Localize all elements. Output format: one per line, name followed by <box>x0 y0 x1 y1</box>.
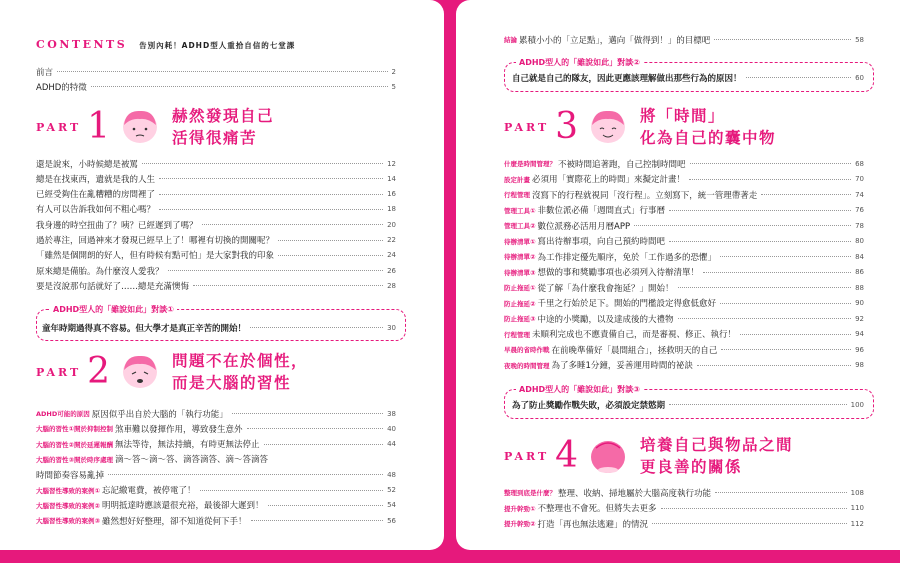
leader-dots <box>634 225 851 226</box>
toc-row[interactable] <box>504 235 864 248</box>
toc-page: 98 <box>855 361 864 369</box>
toc-row[interactable] <box>504 33 864 46</box>
toc-label: 數位派務必活用月曆APP <box>537 221 631 232</box>
toc-page: 108 <box>850 488 864 497</box>
toc-label: 明明抵達時應該還很充裕，最後卻大遲到！ <box>102 501 264 512</box>
toc-prefix: 提升幹勁② <box>504 520 536 528</box>
leader-dots <box>715 492 847 493</box>
toc-page: 40 <box>387 424 396 433</box>
toc-prefix: 大腦的習性③開於時序處理 <box>36 455 114 464</box>
leader-dots <box>159 178 383 179</box>
toc-label: 雖然想好好整理，卻不知道從何下手！ <box>102 516 247 527</box>
contents-title: CONTENTS <box>36 38 128 51</box>
toc-label: 已經受夠住在亂糟糟的房間裡了 <box>36 190 156 201</box>
toc-prefix: 待辦清單③ <box>504 268 536 277</box>
toc-row[interactable] <box>36 203 396 216</box>
toc-label: 寫出待辦事項，向自己預約時間吧 <box>537 237 666 247</box>
toc-label: 在前晚準備好「晨間組合」，拯救明天的自己 <box>551 345 718 356</box>
toc-page: 58 <box>855 35 864 44</box>
toc-label: 必須用「實際花上的時間」來擬定計畫！ <box>532 175 686 185</box>
part2-heading <box>36 350 308 394</box>
toc-prefix: 行程管理 <box>504 330 530 339</box>
toc-label: 時間節奏容易亂掉 <box>36 470 105 481</box>
toc-page: 12 <box>387 159 396 168</box>
toc-page: 88 <box>855 283 864 292</box>
toc-row[interactable] <box>504 502 864 515</box>
toc-label: 總是在找東西，遺就是我的人生 <box>36 174 156 185</box>
part-title-line: 活得很痛苦 <box>172 129 258 147</box>
toc-row[interactable] <box>36 234 396 247</box>
toc-label: 千里之行始於足下。開始的門檻設定得愈低愈好 <box>537 299 717 309</box>
leader-dots <box>91 86 388 87</box>
toc-row[interactable] <box>36 453 396 466</box>
toc-label: 過於專注，回過神來才發現已經早上了！哪裡有切換的開關呢？ <box>36 236 275 246</box>
leader-dots <box>202 224 384 225</box>
toc-prefix: 大腦習性導致的案例① <box>36 486 101 495</box>
toc-row[interactable] <box>36 279 396 292</box>
toc-row[interactable] <box>36 188 396 201</box>
toc-label: 從了解「為什麼我會拖延？」開始！ <box>537 283 674 294</box>
toc-prefix: 防止拖延② <box>504 299 536 308</box>
leader-dots <box>720 303 851 304</box>
leader-dots <box>168 270 384 271</box>
leader-dots <box>57 71 388 72</box>
toc-page: 54 <box>387 501 396 510</box>
leader-dots <box>740 334 851 335</box>
toc-row[interactable] <box>36 499 396 512</box>
leader-dots <box>247 428 384 429</box>
toc-row[interactable] <box>36 157 396 170</box>
part-title-line: 將「時間」 <box>640 107 726 125</box>
leader-dots <box>278 240 383 241</box>
part-title <box>172 105 274 149</box>
toc-prefix: 大腦的習性①開於抑制控制 <box>36 425 114 434</box>
part-number: 4 <box>555 435 579 476</box>
part-title-line: 培養自己與物品之間 <box>640 436 794 454</box>
toc-row[interactable] <box>504 359 864 372</box>
toc-page: 78 <box>855 221 864 230</box>
toc-page: 84 <box>855 252 864 261</box>
toc-page: 20 <box>387 220 396 229</box>
part-word: PART <box>36 365 82 379</box>
toc-row[interactable] <box>504 517 864 530</box>
toc-row[interactable] <box>504 250 864 263</box>
part-title-line: 赫然發現自己 <box>172 107 275 125</box>
toc-page: 24 <box>387 251 396 260</box>
toc-row[interactable] <box>504 188 864 201</box>
toc-label: 為了多睡1分鐘，妥善運用時間的祕訣 <box>551 361 693 371</box>
leader-dots <box>264 444 384 445</box>
toc-page: 112 <box>850 519 864 528</box>
toc-page: 80 <box>855 237 864 245</box>
dialog-box-heading: ADHD型人的「雖說如此」對談② <box>516 57 643 68</box>
leader-dots <box>193 285 383 286</box>
leader-dots <box>689 179 851 180</box>
leader-dots <box>678 287 852 288</box>
toc-page: 38 <box>387 409 396 418</box>
toc-page: 92 <box>855 314 864 323</box>
toc-row[interactable] <box>504 297 864 310</box>
part-number: 1 <box>87 106 111 147</box>
toc-page: 96 <box>855 345 864 354</box>
toc-label: 不整理也不會死。但將失去更多 <box>537 504 657 514</box>
leader-dots <box>159 194 383 195</box>
toc-page: 70 <box>855 175 864 183</box>
toc-prefix: 待辦清單① <box>504 237 536 246</box>
toc-prefix: 防止拖延① <box>504 284 536 292</box>
dialog-box-heading: ADHD型人的「雖說如此」對談③ <box>516 384 643 395</box>
toc-prefix: 什麼是時間管理？ <box>504 160 556 168</box>
toc-label: 整理、收納、掃地屬於大腦高度執行功能 <box>558 488 712 499</box>
leader-dots <box>761 194 851 195</box>
girl-head-back-icon <box>586 436 630 476</box>
toc-prefix: 大腦習性導致的案例③ <box>36 517 101 526</box>
leader-dots <box>697 365 851 366</box>
toc-row[interactable] <box>36 514 396 527</box>
toc-row[interactable] <box>36 172 396 185</box>
toc-row[interactable] <box>512 71 864 84</box>
leader-dots <box>678 318 852 319</box>
toc-page: 74 <box>855 190 864 199</box>
toc-prefix: 夜晚的時間管理 <box>504 361 550 370</box>
toc-row[interactable] <box>36 264 396 277</box>
toc-page: 22 <box>387 236 396 244</box>
part4-heading <box>504 434 793 478</box>
toc-row[interactable] <box>504 486 864 499</box>
part-title <box>172 350 308 394</box>
toc-row[interactable] <box>36 422 396 435</box>
part-title-line: 而是大腦的習性 <box>172 374 292 392</box>
toc-label: 還是說來，小時候總是被罵 <box>36 159 139 170</box>
toc-row[interactable] <box>504 173 864 186</box>
toc-prefix: 行程管理 <box>504 191 530 199</box>
toc-label: 累積小小的「立足點」，邁向「做得到！」的目標吧 <box>519 35 711 46</box>
toc-row[interactable] <box>36 65 396 78</box>
toc-page: 52 <box>387 486 396 494</box>
toc-page: 68 <box>855 159 864 168</box>
gutter <box>444 0 456 563</box>
toc-row[interactable] <box>36 80 396 93</box>
part-word: PART <box>504 449 550 463</box>
toc-page: 18 <box>387 205 396 214</box>
toc-page: 14 <box>387 174 396 183</box>
part-number: 3 <box>555 106 579 147</box>
toc-label: 無法等待，無法持續，有時更無法停止 <box>115 440 260 451</box>
toc-label: 要是沒說那句話就好了……總是充滿懊悔 <box>36 281 190 292</box>
girl-face-icon <box>586 107 630 147</box>
toc-prefix: 設定計畫 <box>504 175 530 184</box>
toc-row[interactable] <box>36 438 396 451</box>
book-subtitle: 告別內耗！ADHD型人重拾自信的七堂課 <box>139 41 296 50</box>
leader-dots <box>200 490 384 491</box>
toc-label: 忘記繳電費，被停電了！ <box>102 486 196 496</box>
toc-label: 我身邊的時空扭曲了？咦？已經遲到了嗎？ <box>36 220 198 231</box>
toc-row[interactable] <box>504 328 864 341</box>
toc-page: 28 <box>387 281 396 290</box>
toc-page: 94 <box>855 330 864 338</box>
toc-page: 48 <box>387 470 396 479</box>
toc-row[interactable] <box>36 468 396 481</box>
contents-header <box>36 38 295 51</box>
toc-row[interactable] <box>36 218 396 231</box>
toc-label: 「雖然是個開朗的好人，但有時候有點可怕」是大家對我的印象 <box>36 251 275 262</box>
leader-dots <box>278 255 383 256</box>
toc-prefix: 防止拖延③ <box>504 315 536 323</box>
toc-page: 26 <box>387 266 396 275</box>
toc-page: 16 <box>387 190 396 199</box>
part-title-line: 問題不在於個性， <box>172 352 309 370</box>
leader-dots <box>159 209 383 210</box>
toc-prefix: 整理到底是什麼？ <box>504 489 556 497</box>
toc-row[interactable] <box>504 219 864 232</box>
leader-dots <box>251 520 384 521</box>
toc-prefix: 待辦清單② <box>504 253 536 261</box>
girl-face-icon <box>118 107 162 147</box>
part-title-line: 更良善的關係 <box>640 458 743 476</box>
toc-label: 為了防止獎勵作戰失敗，必須設定禁慾期 <box>512 400 666 411</box>
toc-label: 沒寫下的行程就視同「沒行程」。立刻寫下，統一管理帶著走 <box>532 190 758 201</box>
leader-dots <box>703 272 851 273</box>
bottom-band <box>0 550 900 563</box>
toc-label: 滴～答～滴～答、滴答滴答、滴～答滴答 <box>115 455 269 466</box>
toc-row[interactable] <box>36 407 396 420</box>
part-title <box>640 105 776 149</box>
leader-dots <box>720 256 851 257</box>
toc-page: 44 <box>387 440 396 449</box>
toc-label: 原因似乎出自於大腦的「執行功能」 <box>91 409 228 420</box>
leader-dots <box>714 39 851 40</box>
part-word: PART <box>504 120 550 134</box>
toc-label: 不被時間追著跑，自己控制時間吧 <box>558 159 686 170</box>
toc-prefix: 早晨的省時作戰 <box>504 346 550 354</box>
toc-row[interactable] <box>504 281 864 294</box>
leader-dots <box>661 508 847 509</box>
toc-prefix: 大腦習性導致的案例② <box>36 501 101 510</box>
part-number: 2 <box>87 351 111 392</box>
toc-label: 自己就是自己的隊友，因此更應該理解做出那些行為的原因！ <box>512 73 742 84</box>
toc-label: 打造「再也無法逃避」的情況 <box>537 519 649 530</box>
leader-dots <box>652 523 847 524</box>
toc-page: 60 <box>855 73 864 82</box>
toc-row[interactable] <box>512 398 864 411</box>
girl-face-icon <box>118 352 162 392</box>
part-title-line: 化為自己的囊中物 <box>640 129 777 147</box>
toc-prefix: ADHD可能的原因 <box>36 410 90 418</box>
toc-page: 110 <box>850 504 864 512</box>
leader-dots <box>108 474 383 475</box>
toc-label: 有人可以告訴我如何不粗心嗎？ <box>36 205 156 216</box>
dialog-box-heading: ADHD型人的「雖說如此」對談① <box>50 304 177 315</box>
toc-page: 76 <box>855 206 864 214</box>
toc-label: 中途的小獎勵，以及達成後的大禮物 <box>537 314 674 325</box>
part-word: PART <box>36 120 82 134</box>
toc-label: 煞車難以發揮作用，導致發生意外 <box>115 424 243 435</box>
toc-page: 30 <box>387 323 396 332</box>
toc-page: 86 <box>855 268 864 276</box>
toc-label: 前言 <box>36 67 54 78</box>
toc-row[interactable] <box>36 249 396 262</box>
toc-page: 100 <box>850 400 864 409</box>
leader-dots <box>250 327 383 328</box>
toc-label: 未順利完成也不應責備自己，而是審視、修正、執行！ <box>532 330 737 340</box>
toc-row[interactable] <box>504 343 864 356</box>
toc-prefix: 管理工具① <box>504 206 536 215</box>
toc-label: 原來總是備胎。為什麼沒人愛我？ <box>36 266 164 277</box>
toc-label: ADHD的特徵 <box>36 82 87 93</box>
toc-label: 為工作排定優先順序，免於「工作過多的恐懼」 <box>537 252 717 263</box>
leader-dots <box>669 241 851 242</box>
toc-prefix: 結論 <box>504 36 517 44</box>
toc-page: 5 <box>391 82 396 91</box>
part-title <box>640 434 793 478</box>
toc-page: 2 <box>391 67 396 76</box>
leader-dots <box>690 163 852 164</box>
toc-row[interactable] <box>504 157 864 170</box>
toc-label: 非數位派必備「週間直式」行事曆 <box>537 206 666 216</box>
leader-dots <box>142 163 383 164</box>
toc-page: 90 <box>855 299 864 307</box>
leader-dots <box>746 77 852 78</box>
toc-row[interactable] <box>504 266 864 279</box>
leader-dots <box>232 413 383 414</box>
part3-heading <box>504 105 776 149</box>
toc-row[interactable] <box>42 321 396 334</box>
leader-dots <box>721 349 851 350</box>
toc-row[interactable] <box>504 204 864 217</box>
toc-label: 童年時期過得真不容易。但大學才是真正辛苦的開始！ <box>42 323 247 334</box>
part1-heading <box>36 105 274 149</box>
leader-dots <box>669 404 847 405</box>
leader-dots <box>669 210 851 211</box>
leader-dots <box>268 505 384 506</box>
toc-prefix: 管理工具② <box>504 222 536 230</box>
toc-label: 想做的事和獎勵事項也必須列入待辦清單！ <box>537 268 700 278</box>
toc-prefix: 大腦的習性②開於延遲報酬 <box>36 440 114 449</box>
toc-page: 56 <box>387 516 396 525</box>
toc-prefix: 提升幹勁① <box>504 504 536 513</box>
toc-row[interactable] <box>504 312 864 325</box>
toc-row[interactable] <box>36 484 396 497</box>
